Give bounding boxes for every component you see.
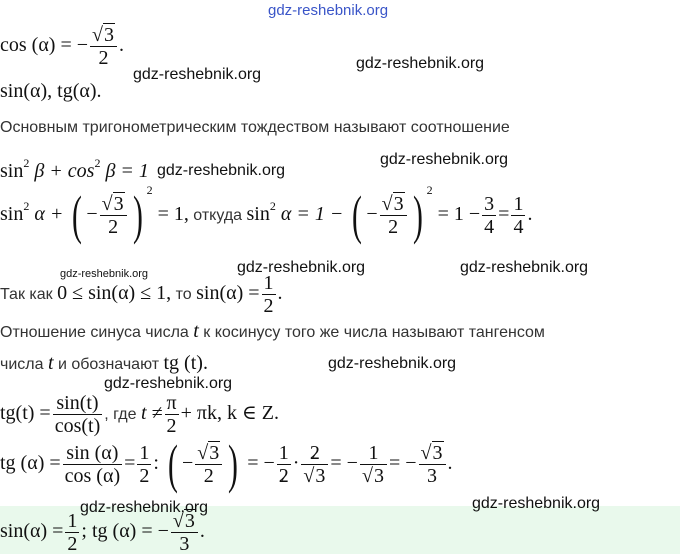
watermark: gdz-reshebnik.org <box>157 162 286 179</box>
cos-lhs: cos (α) = − <box>0 34 89 57</box>
watermark: gdz-reshebnik.org <box>237 259 366 276</box>
watermark: gdz-reshebnik.org <box>133 66 262 83</box>
watermark: gdz-reshebnik.org <box>60 268 149 280</box>
watermark: gdz-reshebnik.org <box>356 55 485 72</box>
find-text: sin(α), tg(α). <box>0 80 102 102</box>
watermark: gdz-reshebnik.org <box>472 495 601 512</box>
answer-line: sin(α) = $\frac{1}{2}$ ; tg (α) = − $\frac{√3}{3}$ . <box>0 510 205 555</box>
tangent-computation: tg (α) = $\frac{\sin (\alpha)}{\cos (\alpha)}$ = $\frac{1}{2}$ : ( − $\frac{√3}{2}$ ) = − $\frac{1}{2}$ · $\frac{2}{√3}$ = − $\frac{1}{√3}$ = − $\frac{√3}{3}$ . <box>0 434 453 494</box>
watermark: gdz-reshebnik.org <box>104 375 233 392</box>
fraction: $\frac{√3}{2}$ <box>90 24 117 69</box>
watermark-top: gdz-reshebnik.org <box>268 2 389 19</box>
sin-squared-line: $\sin^2 \alpha$ + ( − $\frac{√3}{2}$ ) $^2$ = 1, откуда $\sin^2 \alpha = 1$ − ( − $\frac{√3}{2}$ ) $^2$ = 1 − $\frac{3}{4}$ = $\frac{1}{4}$ . <box>0 183 533 246</box>
tangent-notation: числа t и обозначают tg (t). <box>0 352 208 374</box>
watermark: gdz-reshebnik.org <box>380 151 509 168</box>
cos-value-line: cos (α) = − $\frac{√3}{2}$ . <box>0 24 125 69</box>
identity-intro: Основным тригонометрическим тождеством называют соотношение <box>0 119 510 136</box>
sin-value-line: Так как 0 ≤ sin(α) ≤ 1, то sin(α) = $\frac{1}{2}$ . <box>0 272 283 317</box>
find-line <box>0 80 102 103</box>
tangent-definition: Отношение синуса числа t к косинусу того же числа называют тангенсом <box>0 320 545 342</box>
watermark: gdz-reshebnik.org <box>460 259 589 276</box>
watermark: gdz-reshebnik.org <box>328 355 457 372</box>
tangent-formula: tg(t) = $\frac{\sin(t)}{\cos(t)}$ , где t ≠ $\frac{\pi}{2}$ + πk, k ∈ Z. <box>0 392 280 437</box>
watermark: gdz-reshebnik.org <box>80 499 209 516</box>
pythagorean-identity: $\sin^2 \beta + \cos^2 \beta = 1$ <box>0 156 149 182</box>
